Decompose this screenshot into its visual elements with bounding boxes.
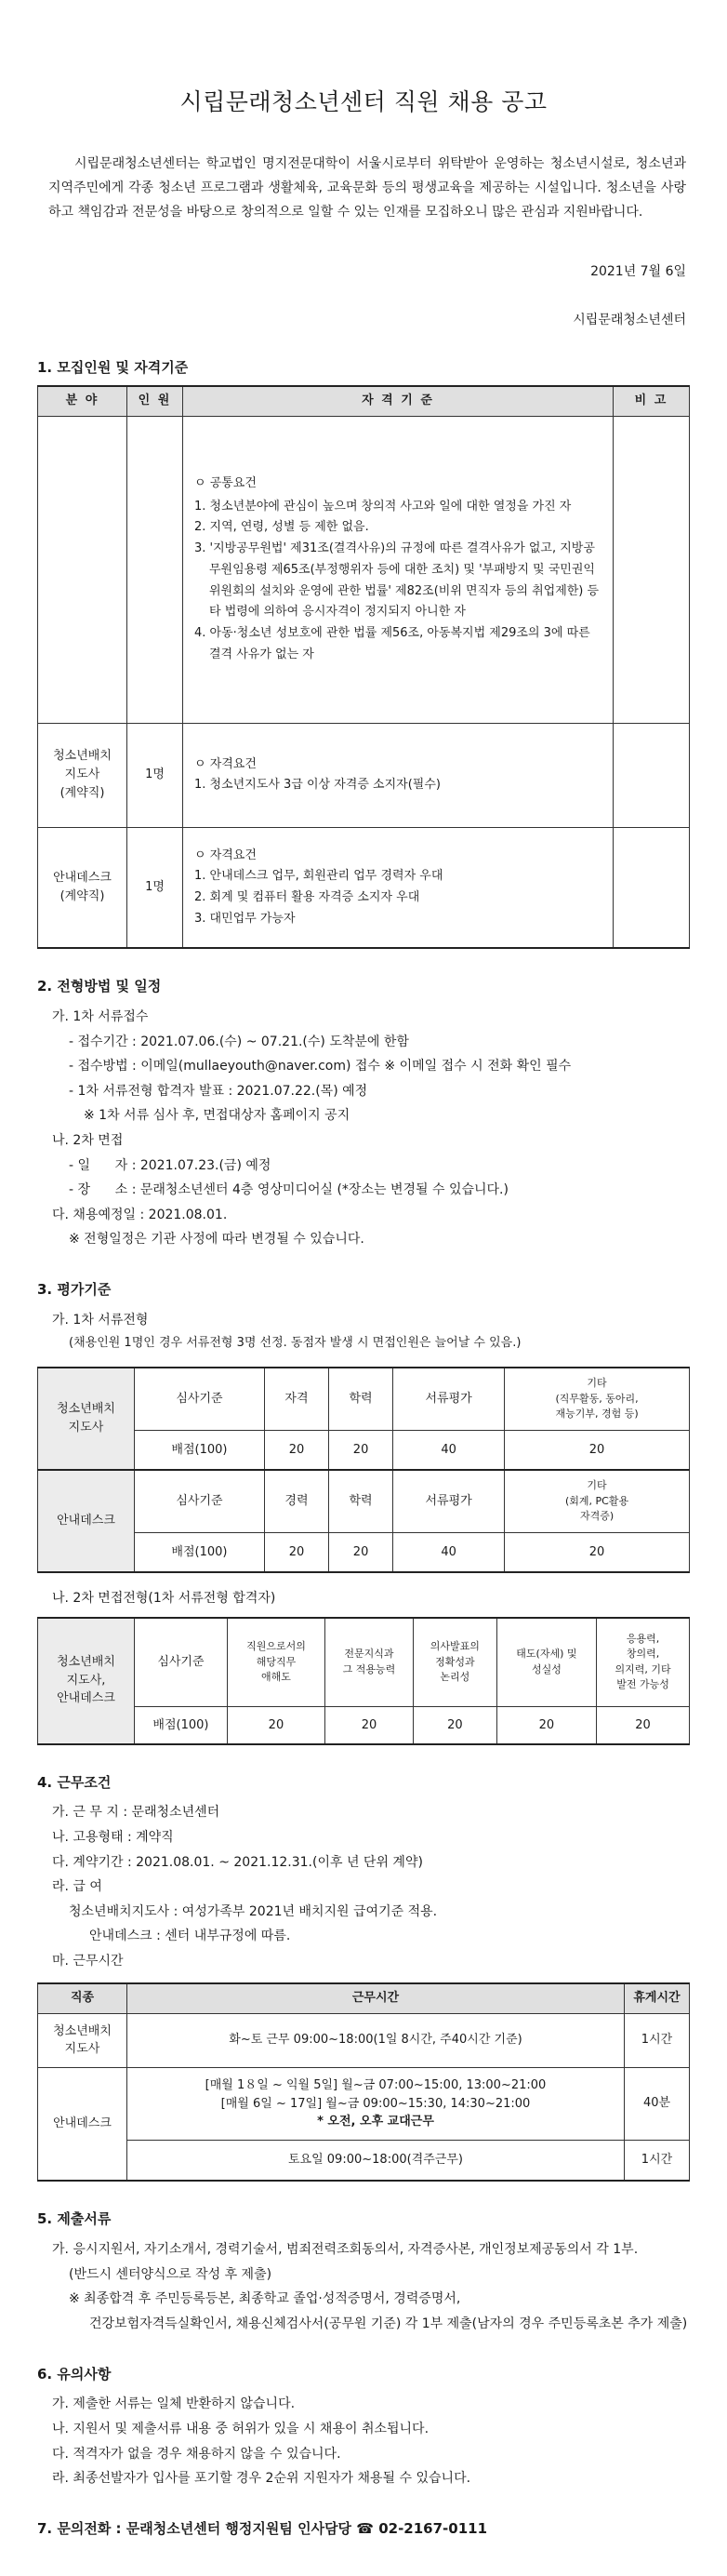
list-item: 나. 지원서 및 제출서류 내용 중 허위가 있을 시 채용이 취소됩니다. [52, 2421, 430, 2436]
requirements-title: ㅇ 자격요건 [194, 756, 257, 771]
section-1-heading: 1. 모집인원 및 자격기준 [37, 358, 189, 376]
remarks-cell [614, 416, 690, 723]
section-6-heading: 6. 유의사항 [37, 2365, 112, 2382]
list-item: 가. 근 무 지 : 문래청소년센터 [52, 1805, 220, 1821]
table-row [38, 416, 690, 723]
list-item: 가. 제출한 서류는 일체 반환하지 않습니다. [52, 2396, 296, 2412]
category-cell: 안내데스크 (계약직) [38, 827, 127, 948]
list-item: 나. 고용형태 : 계약직 [52, 1829, 174, 1845]
list-item: 다. 채용예정일 : 2021.08.01. [52, 1207, 228, 1222]
intro-paragraph: 시립문래청소년센터는 학교법인 명지전문대학이 서울시로부터 위탁받아 운영하는 청소년시설로, 청소년과 지역주민에게 각종 청소년 프로그램과 생활체육, 교육문화 등의 평생교육을 제공하는 시설입니다. 청소년을 사랑하고 책임감과 전문성을 바탕으로 창의적으로 일할 수 있는 인재를 모집하오니 많은 관심과 지원바랍니다. [48, 156, 686, 220]
notes-list [37, 2392, 690, 2490]
count-cell: 1명 [127, 827, 183, 948]
phone-icon: ☎ [356, 2519, 374, 2537]
table-row: 안내데스크 [매월 1８일 ~ 익월 5일] 월~금 07:00~15:00, 13:00~21:00 [매월 6일 ~ 17일] 월~금 09:00~15:30, 14:30~21:00 * 오전, 오후 교대근무 40분 [38, 2067, 690, 2140]
table-row: 청소년배치 지도사, 안내데스크 심사기준 직원으로서의 해당직무 애해도 전문지식과 그 적용능력 의사발표의 정확성과 논리성 태도(자세) 및 성실성 응용력, 창의력, 의지력, 기타 발전 가능성 [38, 1618, 690, 1707]
list-item: 다. 적격자가 없을 경우 채용하지 않을 수 있습니다. [52, 2446, 341, 2462]
list-item: - 1차 서류전형 합격자 발표 : 2021.07.22.(목) 예정 [69, 1083, 368, 1099]
header-remarks: 비 고 [614, 386, 690, 416]
section-2-heading: 2. 전형방법 및 일정 [37, 978, 162, 995]
documents-list [37, 2237, 690, 2336]
organization-name: 시립문래청소년센터 [573, 313, 686, 328]
table-row: 청소년배치 지도사 심사기준 자격 학력 서류평가 기타 (직무활동, 동아리, 재능기부, 경험 등) [38, 1368, 690, 1431]
list-item: 4. 아동·청소년 성보호에 관한 법률 제56조, 아동복지법 제29조의 3에 따른 결격 사유가 없는 자 [194, 626, 590, 661]
table-header-row: 직종 근무시간 휴게시간 [38, 1983, 690, 2013]
list-item: ※ 전형일정은 기관 사정에 따라 변경될 수 있습니다. [69, 1232, 364, 1248]
list-item: - 일 자 : 2021.07.23.(금) 예정 [69, 1157, 271, 1173]
criteria-cell [183, 416, 614, 723]
list-item: 안내데스크 : 센터 내부규정에 따름. [89, 1929, 291, 1944]
list-item: ※ 최종합격 후 주민등록등본, 최종학교 졸업·성적증명서, 경력증명서, [69, 2291, 461, 2307]
table-row [38, 723, 690, 827]
list-item: 다. 계약기간 : 2021.08.01. ~ 2021.12.31.(이후 년 단위 계약) [52, 1854, 423, 1870]
page-title: 시립문래청소년센터 직원 채용 공고 [179, 88, 548, 115]
category-cell: 청소년배치 지도사 (계약직) [38, 723, 127, 827]
category-cell [38, 416, 127, 723]
table-header-row [38, 386, 690, 416]
list-item: 2. 회계 및 컴퓨터 활용 자격증 소지자 우대 [194, 890, 420, 905]
list-item: (채용인원 1명인 경우 서류전형 3명 선정. 동점자 발생 시 면접인원은 늘어날 수 있음.) [69, 1336, 522, 1351]
list-item: 3. '지방공무원법' 제31조(결격사유)의 규정에 따른 결격사유가 없고, 지방공무원임용령 제65조(부정행위자 등에 대한 조치) 및 '부패방지 및 국민권익위원회의 설치와 운영에 관한 법률' 제82조(비위 면직자 등의 취업제한) 등 타 법령에 의하여 응시자격이 정지되지 아니한 자 [194, 541, 600, 620]
criteria-cell [183, 723, 614, 827]
list-item: 가. 1차 서류접수 [52, 1009, 149, 1025]
list-item: ※ 1차 서류 심사 후, 면접대상자 홈페이지 공지 [84, 1108, 350, 1124]
list-item: - 장 소 : 문래청소년센터 4층 영상미디어실 (*장소는 변경될 수 있습니다.) [69, 1182, 509, 1198]
list-item: 나. 2차 면접 [52, 1132, 124, 1148]
list-item: 마. 근무시간 [52, 1953, 124, 1969]
list-item: 1. 안내데스크 업무, 회원관리 업무 경력자 우대 [194, 869, 443, 884]
contact-phone[interactable]: 02-2167-0111 [378, 2519, 488, 2537]
header-criteria: 자 격 기 준 [183, 386, 614, 416]
section-3-heading: 3. 평가기준 [37, 1280, 112, 1298]
table-row: 배점(100) 20 20 40 20 [38, 1533, 690, 1572]
list-item: - 접수기간 : 2021.07.06.(수) ~ 07.21.(수) 도착분에 한함 [69, 1034, 409, 1049]
list-item: 청소년배치지도사 : 여성가족부 2021년 배치지원 급여기준 적용. [69, 1903, 438, 1919]
list-item: 라. 최종선발자가 입사를 포기할 경우 2순위 지원자가 채용될 수 있습니다. [52, 2471, 471, 2487]
list-item: - 접수방법 : 이메일(mullaeyouth@naver.com) 접수 ※ 이메일 접수 시 전화 확인 필수 [69, 1059, 572, 1074]
interview-screening-table [37, 1617, 690, 1745]
table-row: 배점(100) 20 20 20 20 20 [38, 1707, 690, 1744]
contact-label: 7. 문의전화 : 문래청소년센터 행정지원팀 인사담당 [37, 2519, 352, 2537]
list-item: 2. 지역, 연령, 성별 등 제한 없음. [194, 520, 369, 535]
document-screening-table [37, 1367, 690, 1573]
schedule-list [37, 1005, 690, 1252]
contact-line [37, 2519, 690, 2540]
working-hours-table [37, 1982, 690, 2182]
section-5-heading: 5. 제출서류 [37, 2210, 112, 2228]
qualification-table [37, 385, 690, 949]
table-row: 토요일 09:00~18:00(격주근무) 1시간 [38, 2140, 690, 2181]
count-cell: 1명 [127, 723, 183, 827]
criteria-cell [183, 827, 614, 948]
list-item: 가. 1차 서류전형 [52, 1312, 149, 1328]
table-row [38, 827, 690, 948]
position-cell: 청소년배치 지도사, 안내데스크 [38, 1618, 135, 1744]
other-criteria-cell: 기타 (직무활동, 동아리, 재능기부, 경험 등) [505, 1368, 690, 1431]
count-cell [127, 416, 183, 723]
list-item: (반드시 센터양식으로 작성 후 제출) [69, 2266, 272, 2282]
list-item: 라. 급 여 [52, 1879, 102, 1895]
table-row: 청소년배치 지도사 화~토 근무 09:00~18:00(1일 8시간, 주40시간 기준) 1시간 [38, 2013, 690, 2067]
list-item: 3. 대민업무 가능자 [194, 911, 296, 926]
other-criteria-cell: 기타 (회계, PC활용 자격증) [505, 1470, 690, 1533]
remarks-cell [614, 827, 690, 948]
remarks-cell [614, 723, 690, 827]
notice-date: 2021년 7월 6일 [590, 263, 686, 279]
list-item: 1. 청소년분야에 관심이 높으며 창의적 사고와 일에 대한 열정을 가진 자 [194, 499, 572, 514]
work-conditions-list [37, 1800, 690, 1973]
list-item: 1. 청소년지도사 3급 이상 자격증 소지자(필수) [194, 778, 441, 793]
section-4-heading: 4. 근무조건 [37, 1773, 112, 1791]
requirements-title: ㅇ 자격요건 [194, 848, 257, 862]
header-count: 인 원 [127, 386, 183, 416]
table-row: 배점(100) 20 20 40 20 [38, 1431, 690, 1470]
list-item: 나. 2차 면접전형(1차 서류전형 합격자) [52, 1590, 276, 1606]
header-field: 분 야 [38, 386, 127, 416]
position-cell: 안내데스크 [38, 1470, 135, 1572]
position-cell: 청소년배치 지도사 [38, 1368, 135, 1470]
list-item: 건강보험자격득실확인서, 채용신체검사서(공무원 기준) 각 1부 제출(남자의 경우 주민등록초본 추가 제출) [89, 2316, 688, 2332]
list-item: 가. 응시지원서, 자기소개서, 경력기술서, 범죄전력조회동의서, 자격증사본, 개인정보제공동의서 각 1부. [52, 2242, 639, 2258]
common-requirements-title: ㅇ 공통요건 [194, 475, 257, 490]
table-row: 안내데스크 심사기준 경력 학력 서류평가 기타 (회계, PC활용 자격증) [38, 1470, 690, 1533]
